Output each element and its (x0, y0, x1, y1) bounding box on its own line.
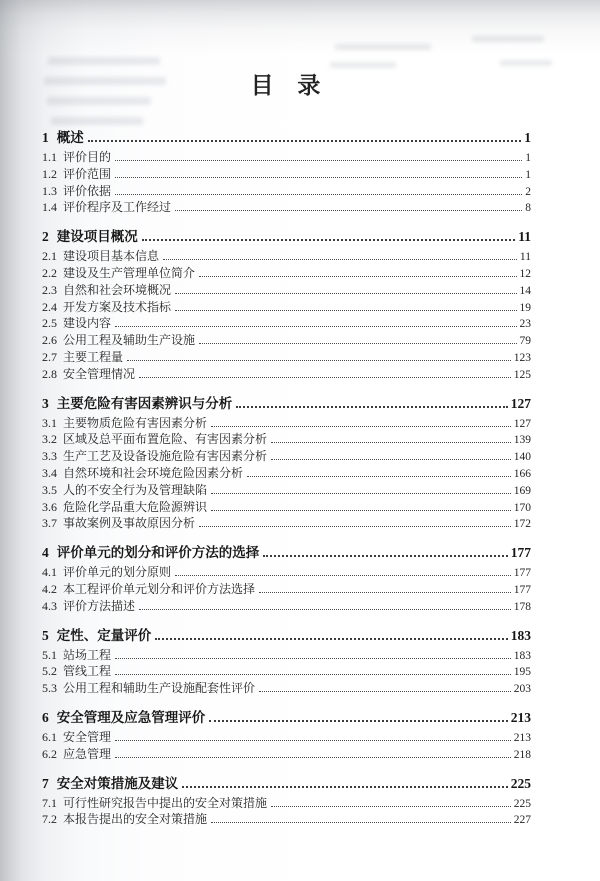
entry-title: 安全管理情况 (63, 366, 136, 381)
chapter-title: 概述 (56, 130, 84, 145)
dot-leader (175, 293, 516, 294)
dot-leader (259, 592, 511, 593)
toc-chapter-row (42, 543, 531, 562)
entry-title: 建设项目基本信息 (63, 249, 160, 264)
entry-number: 2.6 (42, 333, 57, 348)
entry-title: 自然环境和社会环境危险因素分析 (63, 465, 244, 480)
toc-entry-row (42, 367, 531, 384)
toc-entry-row (42, 812, 531, 829)
dot-leader (115, 194, 522, 195)
entry-title: 主要工程量 (63, 349, 124, 364)
entry-number: 3.6 (42, 499, 57, 514)
dot-leader (139, 377, 511, 378)
entry-number: 2.5 (42, 316, 57, 331)
entry-page-number: 23 (519, 318, 531, 331)
dot-leader (115, 740, 511, 741)
toc-entry-row (42, 283, 531, 300)
entry-number: 7.1 (42, 795, 57, 810)
entry-page-number: 125 (513, 368, 531, 381)
entry-number: 6.2 (42, 746, 57, 761)
toc-entry-row (42, 432, 531, 449)
entry-number: 5.1 (42, 647, 57, 662)
toc-entry-row (42, 316, 531, 333)
entry-title: 公用工程及辅助生产设施 (63, 333, 196, 348)
toc-entry-row (42, 350, 531, 367)
entry-page-number: 225 (513, 797, 531, 810)
entry-title: 评价方法描述 (63, 598, 136, 613)
toc-entry-row (42, 333, 531, 350)
chapter-title: 安全对策措施及建议 (56, 775, 179, 791)
entry-page-number: 178 (513, 600, 531, 613)
toc-chapter-row (42, 774, 531, 793)
dot-leader (115, 177, 522, 178)
page-content (42, 0, 531, 829)
toc-entry-row (42, 500, 531, 517)
entry-number: 1.2 (42, 166, 57, 181)
chapter-title: 建设项目概况 (56, 229, 138, 245)
entry-number: 2.7 (42, 349, 57, 364)
entry-page-number: 14 (519, 284, 531, 297)
chapter-title: 安全管理及应急管理评价 (56, 709, 206, 725)
page-title: 目 录 (250, 73, 323, 98)
entry-title: 自然和社会环境概况 (63, 282, 172, 297)
toc-entry-row (42, 681, 531, 698)
toc-chapter-row (42, 128, 531, 147)
entry-title: 公用工程和辅助生产设施配套性评价 (63, 681, 256, 696)
entry-page-number: 213 (513, 731, 531, 744)
entry-title: 安全管理 (63, 729, 112, 744)
entry-page-number: 177 (513, 583, 531, 596)
entry-title: 评价目的 (63, 150, 112, 164)
chapter-number: 4 (42, 545, 49, 561)
entry-page-number: 166 (513, 467, 531, 480)
toc (42, 128, 531, 829)
entry-number: 4.2 (42, 581, 57, 596)
entry-number: 3.1 (42, 415, 57, 430)
entry-page-number: 139 (513, 434, 531, 447)
entry-number: 3.3 (42, 449, 57, 464)
toc-entry-row (42, 184, 531, 201)
entry-number: 3.7 (42, 516, 57, 531)
toc-entry-row (42, 466, 531, 483)
entry-number: 4.1 (42, 565, 57, 580)
entry-number: 5.3 (42, 681, 57, 696)
chapter-number: 5 (42, 627, 49, 643)
toc-chapter-row (42, 227, 531, 246)
entry-title: 事故案例及事故原因分析 (63, 516, 196, 531)
entry-title: 本工程评价单元划分和评价方法选择 (63, 581, 256, 596)
dot-leader (155, 638, 508, 640)
dot-leader (175, 210, 522, 211)
toc-entry-row (42, 266, 531, 283)
entry-number: 1.4 (42, 200, 57, 215)
entry-page-number: 172 (513, 518, 531, 531)
dot-leader (115, 326, 516, 327)
dot-leader (88, 140, 522, 142)
chapter-page-number: 11 (518, 229, 531, 245)
entry-title: 评价程序及工作经过 (63, 200, 172, 215)
entry-number: 2.3 (42, 282, 57, 297)
dot-leader (271, 806, 511, 807)
toc-entry-row (42, 483, 531, 500)
dot-leader (209, 720, 508, 722)
dot-leader (142, 239, 515, 241)
entry-title: 站场工程 (63, 647, 112, 662)
chapter-title: 定性、定量评价 (56, 627, 152, 643)
entry-title: 开发方案及技术指标 (63, 299, 172, 314)
toc-entry-row (42, 796, 531, 813)
entry-number: 3.5 (42, 482, 57, 497)
toc-entry-row (42, 300, 531, 317)
entry-page-number: 1 (525, 152, 531, 164)
toc-entry-row (42, 249, 531, 266)
dot-leader (163, 259, 517, 260)
chapter-page-number: 213 (510, 709, 531, 725)
chapter-number: 2 (42, 229, 49, 245)
entry-title: 建设及生产管理单位简介 (63, 265, 196, 280)
dot-leader (271, 459, 511, 460)
entry-page-number: 203 (513, 683, 531, 696)
dot-leader (175, 310, 516, 311)
entry-title: 生产工艺及设备设施危险有害因素分析 (63, 449, 268, 464)
toc-chapter-row (42, 708, 531, 727)
toc-entry-row (42, 516, 531, 533)
dot-leader (115, 674, 511, 675)
chapter-number: 1 (42, 130, 49, 145)
toc-entry-row (42, 582, 531, 599)
entry-page-number: 127 (513, 417, 531, 430)
entry-number: 1.1 (42, 150, 57, 164)
dot-leader (236, 406, 508, 408)
entry-title: 危险化学品重大危险源辨识 (63, 499, 208, 514)
chapter-page-number: 127 (510, 395, 531, 411)
dot-leader (247, 476, 511, 477)
dot-leader (115, 160, 522, 161)
entry-number: 6.1 (42, 729, 57, 744)
entry-page-number: 183 (513, 649, 531, 662)
entry-page-number: 170 (513, 501, 531, 514)
entry-page-number: 79 (519, 335, 531, 348)
chapter-title: 评价单元的划分和评价方法的选择 (56, 545, 260, 561)
entry-page-number: 12 (519, 267, 531, 280)
toc-entry-row (42, 747, 531, 764)
entry-title: 应急管理 (63, 746, 112, 761)
entry-number: 2.1 (42, 249, 57, 264)
toc-entry-row (42, 599, 531, 616)
dot-leader (211, 510, 511, 511)
toc-entry-row (42, 150, 531, 167)
toc-entry-row (42, 664, 531, 681)
dot-leader (271, 442, 511, 443)
toc-entry-row (42, 449, 531, 466)
entry-page-number: 123 (513, 351, 531, 364)
chapter-number: 7 (42, 775, 49, 791)
entry-title: 建设内容 (63, 316, 112, 331)
toc-chapter-row (42, 394, 531, 413)
dot-leader (263, 555, 508, 557)
chapter-title: 主要危险有害因素辨识与分析 (56, 395, 233, 411)
entry-title: 本报告提出的安全对策措施 (63, 812, 208, 827)
dot-leader (139, 609, 511, 610)
entry-number: 2.8 (42, 366, 57, 381)
entry-number: 4.3 (42, 598, 57, 613)
entry-page-number: 1 (525, 168, 531, 181)
dot-leader (211, 426, 511, 427)
entry-title: 评价依据 (63, 183, 112, 198)
entry-page-number: 2 (525, 185, 531, 198)
entry-number: 7.2 (42, 812, 57, 827)
entry-title: 管线工程 (63, 664, 112, 679)
chapter-number: 6 (42, 709, 49, 725)
entry-title: 人的不安全行为及管理缺陷 (63, 482, 208, 497)
entry-page-number: 169 (513, 484, 531, 497)
entry-page-number: 8 (525, 202, 531, 215)
dot-leader (211, 822, 511, 823)
chapter-page-number: 1 (524, 130, 531, 145)
entry-number: 3.4 (42, 465, 57, 480)
entry-page-number: 218 (513, 748, 531, 761)
dot-leader (211, 493, 511, 494)
toc-chapter-row (42, 626, 531, 645)
entry-page-number: 177 (513, 567, 531, 580)
chapter-page-number: 225 (510, 775, 531, 791)
entry-title: 区域及总平面布置危险、有害因素分析 (63, 432, 268, 447)
entry-page-number: 140 (513, 451, 531, 464)
toc-entry-row (42, 648, 531, 665)
entry-title: 评价范围 (63, 166, 112, 181)
chapter-page-number: 183 (510, 627, 531, 643)
dot-leader (199, 526, 511, 527)
entry-page-number: 11 (519, 251, 531, 264)
entry-number: 2.4 (42, 299, 57, 314)
chapter-page-number: 177 (510, 545, 531, 561)
entry-page-number: 227 (513, 814, 531, 827)
entry-page-number: 195 (513, 666, 531, 679)
dot-leader (182, 786, 508, 788)
dot-leader (115, 757, 511, 758)
entry-number: 5.2 (42, 664, 57, 679)
entry-number: 2.2 (42, 265, 57, 280)
toc-entry-row (42, 200, 531, 217)
dot-leader (127, 360, 511, 361)
chapter-number: 3 (42, 395, 49, 411)
toc-entry-row (42, 565, 531, 582)
entry-title: 可行性研究报告中提出的安全对策措施 (63, 795, 268, 810)
entry-page-number: 19 (519, 301, 531, 314)
dot-leader (199, 276, 516, 277)
dot-leader (259, 691, 511, 692)
entry-number: 1.3 (42, 183, 57, 198)
toc-entry-row (42, 416, 531, 433)
dot-leader (199, 343, 516, 344)
dot-leader (175, 575, 511, 576)
entry-number: 3.2 (42, 432, 57, 447)
entry-title: 主要物质危险有害因素分析 (63, 415, 208, 430)
toc-entry-row (42, 167, 531, 184)
entry-title: 评价单元的划分原则 (63, 565, 172, 580)
toc-entry-row (42, 730, 531, 747)
dot-leader (115, 658, 511, 659)
